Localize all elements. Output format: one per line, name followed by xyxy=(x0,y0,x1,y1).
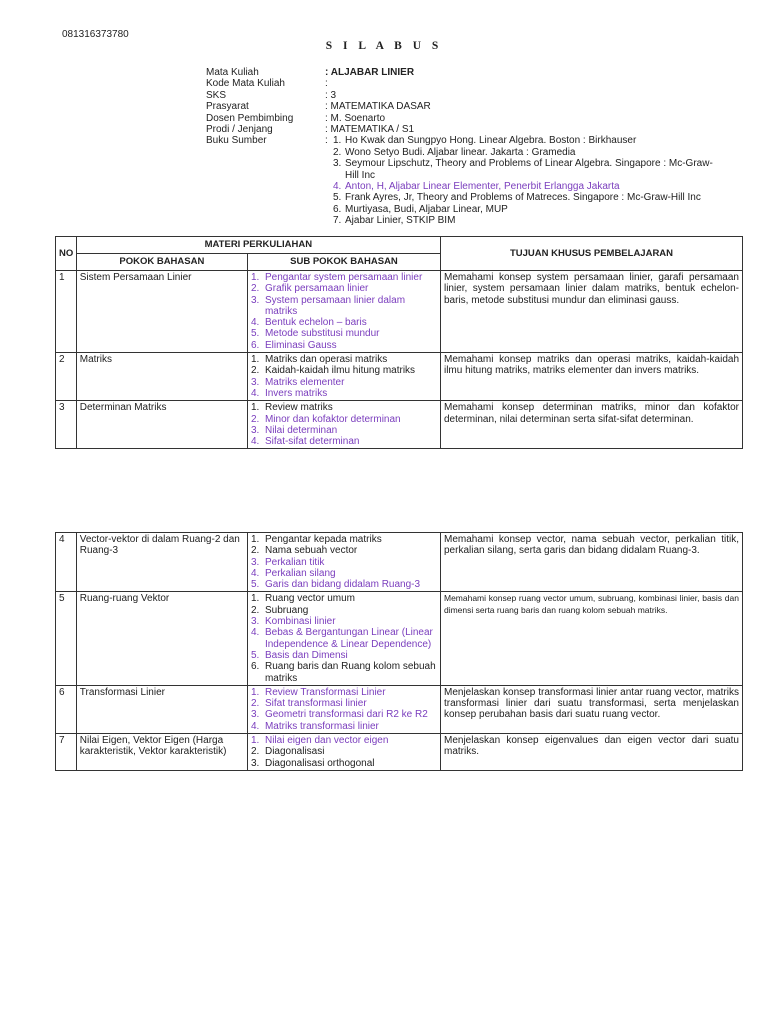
meta-row xyxy=(206,101,726,112)
sub-text: Matriks transformasi linier xyxy=(264,720,379,732)
sub-text: Geometri transformasi dari R2 ke R2 xyxy=(264,709,428,721)
sub-number: 5. xyxy=(250,328,260,340)
sub-pokok-bahasan xyxy=(247,685,440,733)
sub-list xyxy=(251,272,437,351)
sub-text: Kombinasi linier xyxy=(264,616,336,628)
book-title: Murtiyasa, Budi, Aljabar Linear, MUP xyxy=(345,203,508,215)
sub-number: 5. xyxy=(250,649,260,661)
sub-item xyxy=(251,605,437,616)
sub-number: 3. xyxy=(250,556,260,568)
sub-item xyxy=(251,616,437,627)
pokok-bahasan: Sistem Persamaan Linier xyxy=(76,271,247,353)
pokok-bahasan: Nilai Eigen, Vektor Eigen (Harga karakteristik, Vektor karakteristik) xyxy=(76,734,247,771)
sub-pokok-bahasan xyxy=(247,533,440,592)
table-row xyxy=(56,271,743,353)
sub-text: Subruang xyxy=(264,604,309,616)
table-row xyxy=(56,401,743,449)
sub-number: 3. xyxy=(250,616,260,628)
sub-item xyxy=(251,709,437,720)
meta-label: Buku Sumber xyxy=(206,135,267,147)
meta-row xyxy=(206,78,726,89)
sub-item xyxy=(251,328,437,339)
book-title: Anton, H, Aljabar Linear Elementer, Penerbit Erlangga Jakarta xyxy=(345,181,620,193)
sub-number: 2. xyxy=(250,545,260,557)
sub-text: Review matriks xyxy=(264,402,333,414)
sub-item xyxy=(251,340,437,351)
sub-item xyxy=(251,545,437,556)
sub-number: 1. xyxy=(250,686,260,698)
tujuan-pembelajaran: Memahami konsep system persamaan linier, garafi persamaan linier, system persamaan linier dalam matriks, bentuk echelon-baris, metode substitusi mundur dan eliminasi gauss. xyxy=(440,271,742,353)
sub-number: 2. xyxy=(250,746,260,758)
sub-text: Matriks elementer xyxy=(264,376,345,388)
sub-text: System persamaan linier dalam matriks xyxy=(264,294,406,317)
phone-number: 081316373780 xyxy=(62,29,129,40)
sub-item xyxy=(251,534,437,545)
pokok-bahasan: Vector-vektor di dalam Ruang-2 dan Ruang-3 xyxy=(76,533,247,592)
book-number: 1. xyxy=(333,135,342,147)
sub-item xyxy=(251,402,437,413)
pokok-bahasan: Matriks xyxy=(76,353,247,401)
header-pokok: POKOK BAHASAN xyxy=(76,254,247,271)
sub-text: Ruang baris dan Ruang kolom sebuah matriks xyxy=(264,661,436,684)
meta-label: Prodi / Jenjang xyxy=(206,124,273,136)
sub-number: 2. xyxy=(250,604,260,616)
meta-value: : xyxy=(325,135,328,147)
table-row xyxy=(56,592,743,685)
sub-text: Nilai eigen dan vector eigen xyxy=(264,735,389,747)
sub-number: 2. xyxy=(250,698,260,710)
sub-number: 6. xyxy=(250,661,260,673)
sub-text: Nilai determinan xyxy=(264,424,338,436)
row-number: 4 xyxy=(56,533,77,592)
sub-text: Ruang vector umum xyxy=(264,593,356,605)
book-title: Ajabar Linier, STKIP BIM xyxy=(345,215,456,227)
sub-item xyxy=(251,687,437,698)
pokok-bahasan: Determinan Matriks xyxy=(76,401,247,449)
sub-text: Nama sebuah vector xyxy=(264,545,358,557)
sub-number: 2. xyxy=(250,283,260,295)
book-item xyxy=(333,215,726,226)
sub-text: Perkalian titik xyxy=(264,556,325,568)
sub-number: 4. xyxy=(250,627,260,639)
sub-number: 2. xyxy=(250,413,260,425)
sub-number: 3. xyxy=(250,424,260,436)
sub-number: 2. xyxy=(250,365,260,377)
sub-number: 4. xyxy=(250,387,260,399)
sub-text: Grafik persamaan linier xyxy=(264,283,369,295)
header-materi: MATERI PERKULIAHAN xyxy=(76,237,440,254)
sub-number: 3. xyxy=(250,709,260,721)
sub-text: Garis dan bidang didalam Ruang-3 xyxy=(264,579,421,591)
sub-pokok-bahasan xyxy=(247,401,440,449)
table-row xyxy=(56,685,743,733)
sub-text: Bentuk echelon – baris xyxy=(264,317,367,329)
sub-text: Diagonalisasi xyxy=(264,746,325,758)
book-item xyxy=(333,204,726,215)
sub-item xyxy=(251,661,437,684)
sub-item xyxy=(251,317,437,328)
header-no: NO xyxy=(56,237,77,271)
document-title: S I L A B U S xyxy=(325,40,443,52)
sub-text: Pengantar system persamaan linier xyxy=(264,272,423,283)
sub-pokok-bahasan xyxy=(247,734,440,771)
sub-number: 1. xyxy=(250,272,260,283)
sub-number: 3. xyxy=(250,376,260,388)
header-tujuan: TUJUAN KHUSUS PEMBELAJARAN xyxy=(440,237,742,271)
sub-number: 5. xyxy=(250,579,260,591)
meta-value: : M. Soenarto xyxy=(325,112,386,124)
sub-item xyxy=(251,377,437,388)
sub-item xyxy=(251,425,437,436)
sub-item xyxy=(251,436,437,447)
sub-number: 4. xyxy=(250,720,260,732)
tujuan-pembelajaran: Menjelaskan konsep transformasi linier antar ruang vector, matriks transformasi linier dari suatu transformasi, serta menjelaskan konsep perubahan basis dari suatu ruang vector. xyxy=(440,685,742,733)
sub-item xyxy=(251,283,437,294)
sub-text: Minor dan kofaktor determinan xyxy=(264,413,401,425)
pokok-bahasan: Ruang-ruang Vektor xyxy=(76,592,247,685)
sub-text: Metode substitusi mundur xyxy=(264,328,380,340)
book-number: 7. xyxy=(333,215,342,227)
sub-text: Sifat-sifat determinan xyxy=(264,436,360,448)
sub-item xyxy=(251,758,437,769)
sub-number: 1. xyxy=(250,593,260,605)
sub-number: 3. xyxy=(250,294,260,306)
meta-row xyxy=(206,113,726,124)
sub-item xyxy=(251,593,437,604)
book-number: 4. xyxy=(333,181,342,193)
book-title: Seymour Lipschutz, Theory and Problems of Linear Algebra. Singapore : Mc-Graw-Hill Inc xyxy=(345,158,713,181)
sub-item xyxy=(251,414,437,425)
sub-number: 1. xyxy=(250,735,260,747)
sub-number: 1. xyxy=(250,402,260,414)
syllabus-table-1 xyxy=(55,236,743,449)
sub-item xyxy=(251,568,437,579)
row-number: 5 xyxy=(56,592,77,685)
meta-row xyxy=(206,90,726,101)
sub-number: 3. xyxy=(250,757,260,769)
meta-label: Prasyarat xyxy=(206,101,249,113)
book-number: 6. xyxy=(333,203,342,215)
tujuan-pembelajaran: Memahami konsep ruang vector umum, subruang, kombinasi linier, basis dan dimensi serta ruang baris dan ruang kolom sebuah matriks. xyxy=(440,592,742,685)
row-number: 2 xyxy=(56,353,77,401)
row-number: 6 xyxy=(56,685,77,733)
sub-item xyxy=(251,746,437,757)
tujuan-pembelajaran: Memahami konsep matriks dan operasi matriks, kaidah-kaidah ilmu hitung matriks, matriks elementer dan invers matriks. xyxy=(440,353,742,401)
sub-number: 1. xyxy=(250,354,260,366)
meta-row xyxy=(206,124,726,135)
table-row xyxy=(56,533,743,592)
table-row xyxy=(56,734,743,771)
sub-item xyxy=(251,557,437,568)
tujuan-pembelajaran: Menjelaskan konsep eigenvalues dan eigen vector dari suatu matriks. xyxy=(440,734,742,771)
sub-list xyxy=(251,687,437,732)
sub-number: 4. xyxy=(250,567,260,579)
sub-item xyxy=(251,295,437,318)
sub-item xyxy=(251,579,437,590)
sub-item xyxy=(251,735,437,746)
meta-label: Kode Mata Kuliah xyxy=(206,78,285,90)
book-number: 5. xyxy=(333,192,342,204)
header-sub: SUB POKOK BAHASAN xyxy=(247,254,440,271)
course-info xyxy=(206,67,726,227)
sub-text: Sifat transformasi linier xyxy=(264,698,367,710)
book-list xyxy=(206,135,726,226)
tujuan-pembelajaran: Memahami konsep determinan matriks, minor dan kofaktor determinan, nilai determinan serta sifat-sifat determinan. xyxy=(440,401,742,449)
row-number: 7 xyxy=(56,734,77,771)
meta-label: Mata Kuliah xyxy=(206,67,259,78)
book-item xyxy=(333,192,726,203)
book-title: Ho Kwak dan Sungpyo Hong. Linear Algebra. Boston : Birkhauser xyxy=(345,135,637,147)
sub-text: Perkalian silang xyxy=(264,567,336,579)
meta-label: SKS xyxy=(206,89,227,101)
sub-item xyxy=(251,698,437,709)
sub-item xyxy=(251,272,437,283)
meta-value: : xyxy=(325,78,328,90)
pokok-bahasan: Transformasi Linier xyxy=(76,685,247,733)
sub-text: Pengantar kepada matriks xyxy=(264,534,382,545)
sub-item xyxy=(251,354,437,365)
meta-value: : ALJABAR LINIER xyxy=(325,67,415,78)
book-number: 3. xyxy=(333,158,342,170)
row-number: 1 xyxy=(56,271,77,353)
sub-item xyxy=(251,365,437,376)
sub-text: Diagonalisasi orthogonal xyxy=(264,757,375,769)
book-item xyxy=(333,158,726,181)
sub-list xyxy=(251,402,437,447)
sub-list xyxy=(251,534,437,590)
sub-text: Basis dan Dimensi xyxy=(264,649,348,661)
sub-item xyxy=(251,388,437,399)
meta-label: Dosen Pembimbing xyxy=(206,112,294,124)
sub-text: Eliminasi Gauss xyxy=(264,339,337,351)
tujuan-pembelajaran: Memahami konsep vector, nama sebuah vector, perkalian titik, perkalian silang, serta garis dan bidang didalam Ruang-3. xyxy=(440,533,742,592)
sub-text: Bebas & Bergantungan Linear (Linear Independence & Linear Dependence) xyxy=(264,627,433,650)
sub-list xyxy=(251,593,437,683)
sub-text: Kaidah-kaidah ilmu hitung matriks xyxy=(264,365,416,377)
book-item xyxy=(333,147,726,158)
sub-item xyxy=(251,650,437,661)
sub-number: 4. xyxy=(250,436,260,448)
sub-item xyxy=(251,627,437,650)
sub-number: 4. xyxy=(250,317,260,329)
sub-item xyxy=(251,721,437,732)
meta-value: : 3 xyxy=(325,89,337,101)
meta-value: : MATEMATIKA DASAR xyxy=(325,101,431,113)
meta-row xyxy=(206,67,726,78)
book-title: Frank Ayres, Jr, Theory and Problems of Matreces. Singapore : Mc-Graw-Hill Inc xyxy=(345,192,701,204)
sub-text: Review Transformasi Linier xyxy=(264,686,386,698)
sub-pokok-bahasan xyxy=(247,592,440,685)
sub-list xyxy=(251,354,437,399)
syllabus-table-2 xyxy=(55,532,743,771)
sub-pokok-bahasan xyxy=(247,353,440,401)
sub-pokok-bahasan xyxy=(247,271,440,353)
book-title: Wono Setyo Budi. Aljabar linear. Jakarta : Gramedia xyxy=(345,146,576,158)
book-number: 2. xyxy=(333,146,342,158)
sub-list xyxy=(251,735,437,769)
meta-value: : MATEMATIKA / S1 xyxy=(325,124,415,136)
row-number: 3 xyxy=(56,401,77,449)
sub-number: 6. xyxy=(250,339,260,351)
table-row xyxy=(56,353,743,401)
sub-number: 1. xyxy=(250,534,260,545)
sub-text: Invers matriks xyxy=(264,387,328,399)
sub-text: Matriks dan operasi matriks xyxy=(264,354,388,366)
book-item xyxy=(333,181,726,192)
